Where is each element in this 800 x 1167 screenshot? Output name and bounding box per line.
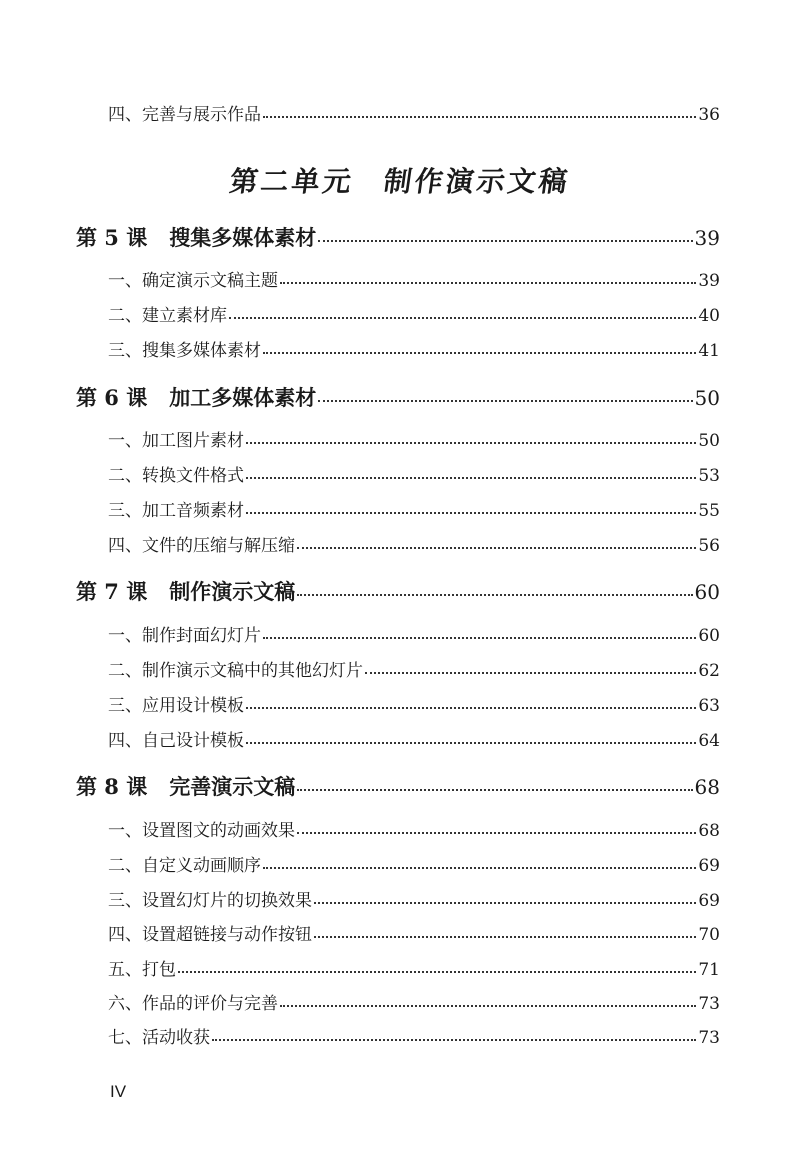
toc-item-page: 55 [698,501,720,521]
dot-leader [318,400,692,402]
dot-leader [297,832,696,834]
dot-leader [263,867,696,869]
dot-leader [246,742,696,744]
lesson-heading [76,222,720,252]
toc-item-page: 41 [698,341,720,361]
toc-item-label: 二、建立素材库 [108,306,227,326]
toc-item-label: 三、应用设计模板 [108,696,244,716]
toc-item-label: 三、设置幻灯片的切换效果 [108,891,312,911]
dot-leader [229,317,696,319]
dot-leader [246,707,696,709]
dot-leader [297,547,696,549]
toc-item [108,955,720,980]
toc-item [108,726,720,751]
toc-item-page: 40 [698,306,720,326]
lesson-number: 第 7 课 [76,579,148,604]
lesson-page: 68 [694,775,720,799]
dot-leader [318,240,692,242]
toc-item-page: 60 [698,626,720,646]
toc-item [108,816,720,841]
toc-item [108,920,720,945]
toc-item [108,886,720,911]
toc-item [108,266,720,291]
lesson-heading [76,576,720,606]
toc-item-label: 三、加工音频素材 [108,501,244,521]
dot-leader [297,594,692,596]
toc-item [108,656,720,681]
toc-item-label: 二、自定义动画顺序 [108,856,261,876]
lesson-page: 50 [694,386,720,410]
toc-item-page: 62 [698,661,720,681]
toc-item-label: 七、活动收获 [108,1028,210,1048]
toc-item-page: 39 [698,271,720,291]
lesson-title: 制作演示文稿 [169,579,296,604]
dot-leader [280,282,696,284]
toc-item [108,851,720,876]
toc-item [108,1023,720,1048]
toc-item [108,531,720,556]
toc-item [108,461,720,486]
toc-item-page: 73 [698,994,720,1014]
toc-item [108,426,720,451]
dot-leader [178,971,696,973]
dot-leader [365,672,696,674]
dot-leader [246,477,696,479]
lesson-heading [76,771,720,801]
toc-item-label: 二、转换文件格式 [108,466,244,486]
toc-item-label: 四、设置超链接与动作按钮 [108,925,312,945]
lesson-title: 搜集多媒体素材 [169,225,317,250]
dot-leader [246,512,696,514]
toc-item-page: 73 [698,1028,720,1048]
lesson-title: 加工多媒体素材 [169,385,317,410]
lesson-heading [76,382,720,412]
unit-heading [0,160,800,200]
unit-title: 制作演示文稿 [381,165,573,198]
toc-item-label: 一、加工图片素材 [108,431,244,451]
toc-item-label: 五、打包 [108,960,176,980]
toc-item-page: 36 [698,105,720,125]
toc-item-label: 一、设置图文的动画效果 [108,821,295,841]
toc-item-page: 71 [698,960,720,980]
toc-item-page: 69 [698,856,720,876]
lesson-page: 60 [694,580,720,604]
toc-item-label: 四、文件的压缩与解压缩 [108,536,295,556]
toc-item-page: 64 [698,731,720,751]
toc-item-page: 50 [698,431,720,451]
toc-item [108,621,720,646]
page-number: IV [110,1082,127,1101]
toc-item-label: 二、制作演示文稿中的其他幻灯片 [108,661,363,681]
toc-item-page: 53 [698,466,720,486]
toc-item-page: 56 [698,536,720,556]
toc-item-page: 63 [698,696,720,716]
lesson-number: 第 6 课 [76,385,148,410]
dot-leader [314,936,696,938]
dot-leader [280,1005,696,1007]
lesson-title: 完善演示文稿 [169,774,296,799]
toc-item-label: 四、完善与展示作品 [108,105,261,125]
toc-item [108,336,720,361]
toc-item-page: 69 [698,891,720,911]
dot-leader [263,637,696,639]
lesson-page: 39 [694,226,720,250]
toc-item-page: 70 [698,925,720,945]
dot-leader [314,902,696,904]
unit-number: 第二单元 [227,165,357,198]
dot-leader [297,789,692,791]
toc-item [108,301,720,326]
toc-item-label: 一、制作封面幻灯片 [108,626,261,646]
toc-item [108,989,720,1014]
lesson-number: 第 8 课 [76,774,148,799]
toc-item-label: 三、搜集多媒体素材 [108,341,261,361]
dot-leader [263,352,696,354]
dot-leader [212,1039,696,1041]
toc-item [108,496,720,521]
dot-leader [263,116,696,118]
lesson-number: 第 5 课 [76,225,148,250]
toc-item-label: 六、作品的评价与完善 [108,994,278,1014]
toc-item [108,100,720,125]
toc-item [108,691,720,716]
toc-item-label: 一、确定演示文稿主题 [108,271,278,291]
toc-item-page: 68 [698,821,720,841]
toc-item-label: 四、自己设计模板 [108,731,244,751]
dot-leader [246,442,696,444]
